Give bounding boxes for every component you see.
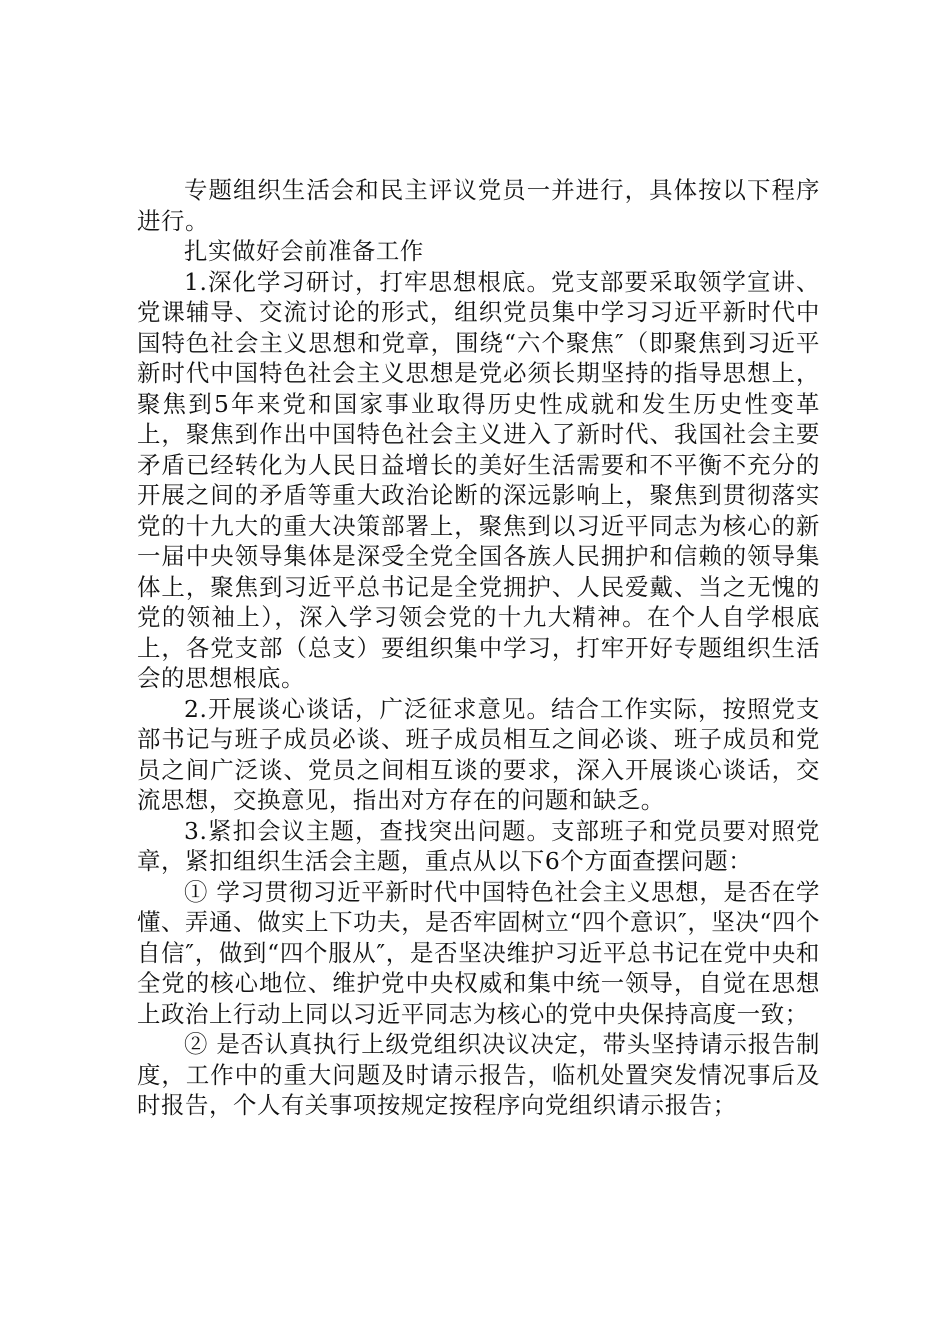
paragraph-item-3: 3.紧扣会议主题，查找突出问题。支部班子和党员要对照党章，紧扣组织生活会主题，重点从以下6个方面查摆问题： (137, 816, 820, 875)
paragraph-item-2: 2.开展谈心谈话，广泛征求意见。结合工作实际，按照党支部书记与班子成员必谈、班子成员相互之间必谈、班子成员和党员之间广泛谈、党员之间相互谈的要求，深入开展谈心谈话，交流思想，交换意见，指出对方存在的问题和缺乏。 (137, 694, 820, 814)
paragraph-intro: 专题组织生活会和民主评议党员一并进行，具体按以下程序进行。 (137, 176, 820, 235)
paragraph-item-1: 1.深化学习研讨，打牢思想根底。党支部要采取领学宣讲、党课辅导、交流讨论的形式，组织党员集中学习习近平新时代中国特色社会主义思想和党章，围绕“六个聚焦″（即聚焦到习近平新时代中国特色社会主义思想是党必须长期坚持的指导思想上，聚焦到5年来党和国家事业取得历史性成就和发生历史性变革上，聚焦到作出中国特色社会主义进入了新时代、我国社会主要矛盾已经转化为人民日益增长的美好生活需要和不平衡不充分的开展之间的矛盾等重大政治论断的深远影响上，聚焦到贯彻落实党的十九大的重大决策部署上，聚焦到以习近平同志为核心的新一届中央领导集体是深受全党全国各族人民拥护和信赖的领导集体上，聚焦到习近平总书记是全党拥护、人民爱戴、当之无愧的党的领袖上），深入学习领会党的十九大精神。在个人自学根底上，各党支部（总支）要组织集中学习，打牢开好专题组织生活会的思想根底。 (137, 267, 820, 692)
paragraph-subitem-2: ② 是否认真执行上级党组织决议决定，带头坚持请示报告制度，工作中的重大问题及时请示报告，临机处置突发情况事后及时报告，个人有关事项按规定按程序向党组织请示报告； (137, 1030, 820, 1119)
section-heading: 扎实做好会前准备工作 (184, 237, 424, 265)
document-body (137, 175, 820, 1121)
paragraph-subitem-1: ① 学习贯彻习近平新时代中国特色社会主义思想，是否在学懂、弄通、做实上下功夫，是否牢固树立“四个意识″，坚决“四个自信″，做到“四个服从″，是否坚决维护习近平总书记在党中央和全党的核心地位、维护党中央权威和集中统一领导，自觉在思想上政治上行动上同以习近平同志为核心的党中央保持高度一致； (137, 877, 820, 1028)
